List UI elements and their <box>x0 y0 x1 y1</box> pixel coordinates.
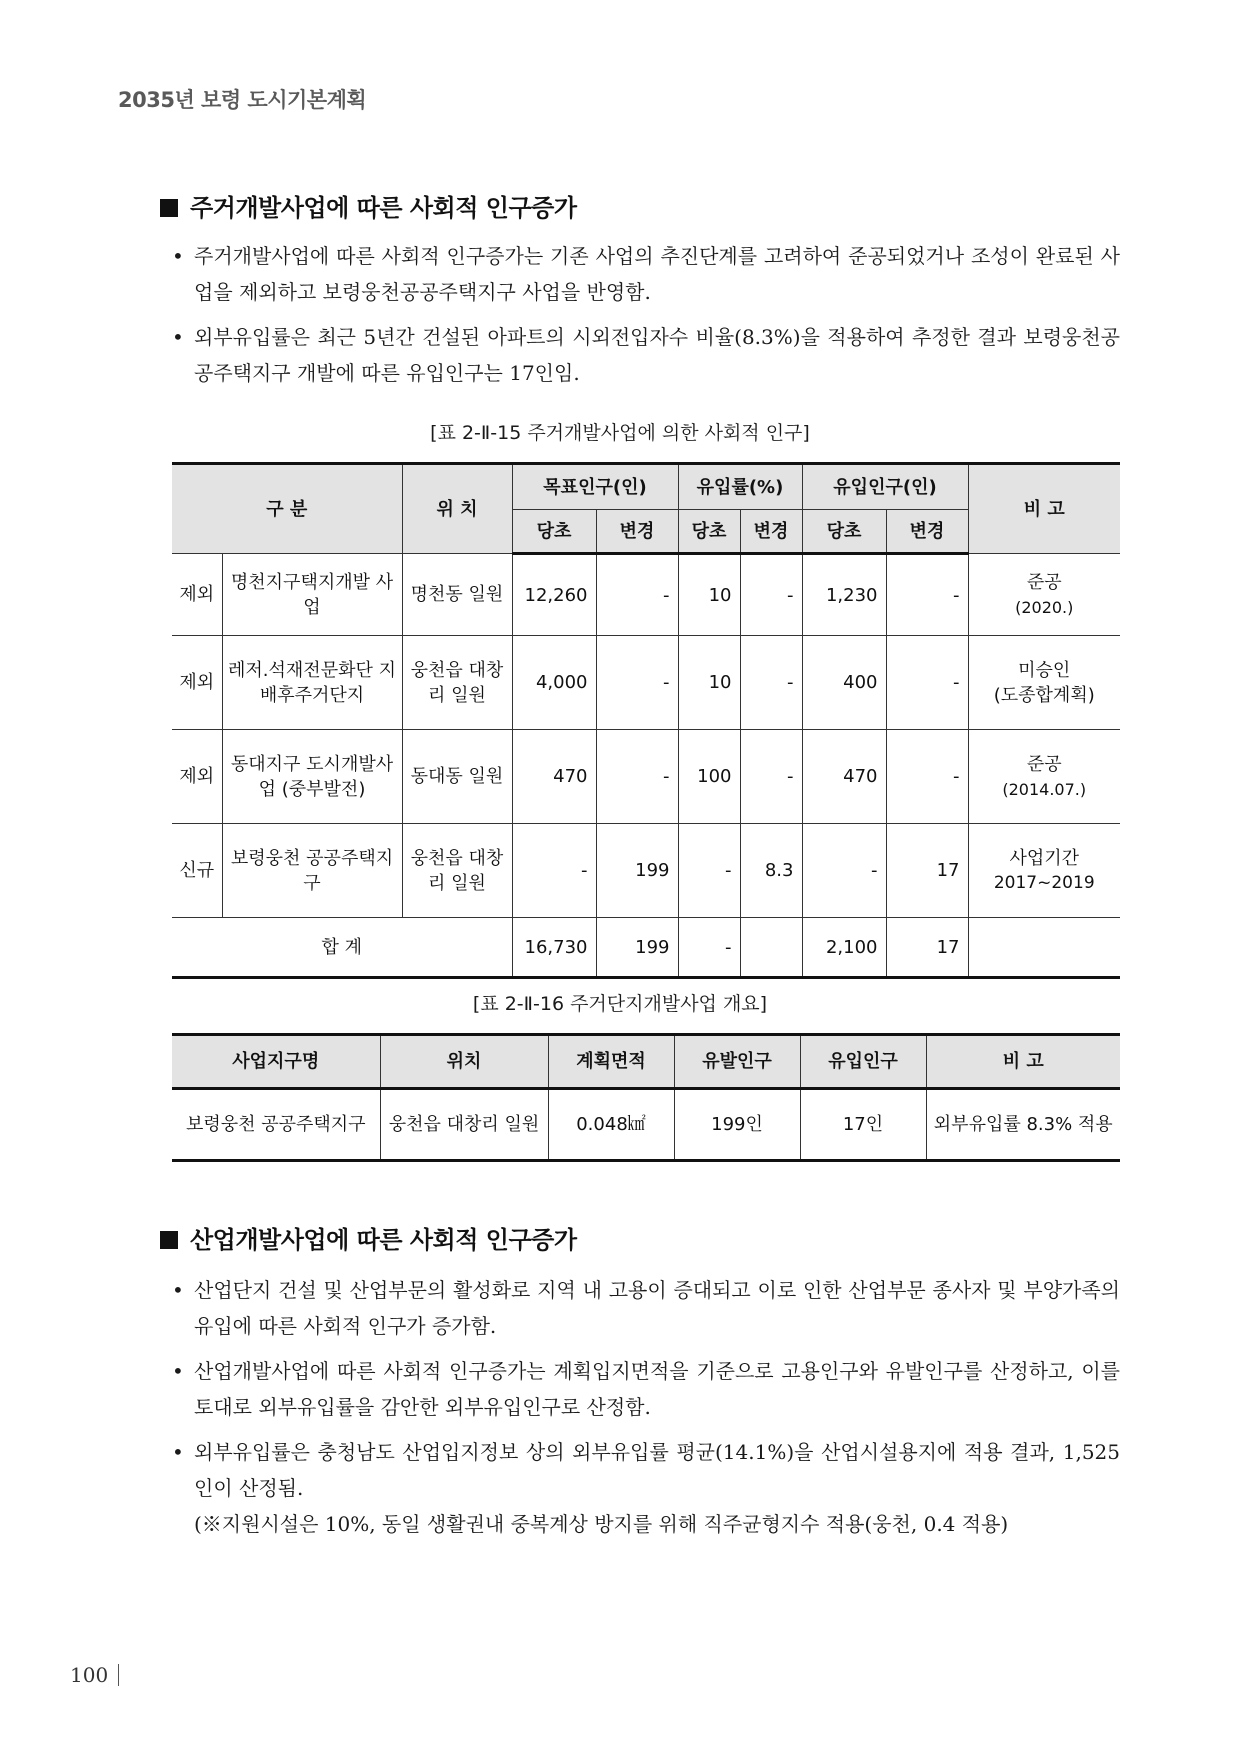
row-district-name: 보령웅천 공공주택지구 <box>172 1089 380 1161</box>
table-row <box>172 824 1120 918</box>
total-remarks <box>968 918 1120 978</box>
row-target-changed: 199 <box>596 824 678 918</box>
page-number-text: 100 <box>70 1663 109 1687</box>
row-rate-changed: - <box>740 554 802 636</box>
table2-caption: [표 2-Ⅱ-16 주거단지개발사업 개요] <box>472 993 768 1015</box>
total-rate-changed <box>740 918 802 978</box>
section-title-industry <box>160 1220 577 1255</box>
row-project-name: 보령웅천 공공주택지구 <box>222 824 402 918</box>
row-remarks <box>968 636 1120 730</box>
header-inflow-pop: 유입인구(인) <box>802 464 968 510</box>
remark-line: (2020.) <box>1015 597 1074 617</box>
remark-line: (도종합계획) <box>993 684 1095 706</box>
table-row <box>172 730 1120 824</box>
row-inflow-initial: 1,230 <box>802 554 886 636</box>
remark-line: 준공 <box>1026 571 1062 593</box>
row-target-initial: - <box>512 824 596 918</box>
header-changed: 변경 <box>886 510 968 554</box>
header-location: 위 치 <box>402 464 512 554</box>
row-rate-initial: - <box>678 824 740 918</box>
page-number <box>70 1663 119 1687</box>
row-project-name: 명천지구택지개발 사업 <box>222 554 402 636</box>
row-remarks <box>968 554 1120 636</box>
remark-line: 미승인 <box>1018 659 1071 681</box>
table-row <box>172 636 1120 730</box>
row-target-changed: - <box>596 730 678 824</box>
row-target-initial: 4,000 <box>512 636 596 730</box>
row-inflow-initial: 470 <box>802 730 886 824</box>
row-remarks <box>968 730 1120 824</box>
bullet-item: • 산업단지 건설 및 산업부문의 활성화로 지역 내 고용이 증대되고 이로 인한 산업부문 종사자 및 부양가족의 유입에 따른 사회적 인구가 증가함. <box>172 1272 1120 1344</box>
row-rate-changed: - <box>740 636 802 730</box>
housing-bullets <box>172 238 1120 400</box>
row-remarks <box>968 824 1120 918</box>
section-title-text: 산업개발사업에 따른 사회적 인구증가 <box>190 1226 577 1254</box>
header-planned-area: 계획면적 <box>548 1035 674 1089</box>
row-rate-initial: 10 <box>678 554 740 636</box>
row-inflow-changed: - <box>886 554 968 636</box>
header-initial: 당초 <box>802 510 886 554</box>
section-title-text: 주거개발사업에 따른 사회적 인구증가 <box>190 194 577 222</box>
row-inflow-initial: - <box>802 824 886 918</box>
table-row <box>172 1089 1120 1161</box>
header-remarks: 비 고 <box>968 464 1120 554</box>
total-inflow-initial: 2,100 <box>802 918 886 978</box>
remark-line: (2014.07.) <box>1002 779 1087 799</box>
header-target-pop: 목표인구(인) <box>512 464 678 510</box>
row-status: 신규 <box>172 824 222 918</box>
total-rate-initial: - <box>678 918 740 978</box>
table1-caption: [표 2-Ⅱ-15 주거개발사업에 의한 사회적 인구] <box>430 422 810 444</box>
header-inflow-rate: 유입률(%) <box>678 464 802 510</box>
row-induced-pop: 199인 <box>674 1089 800 1161</box>
row-target-initial: 470 <box>512 730 596 824</box>
header-remarks: 비 고 <box>926 1035 1120 1089</box>
total-inflow-changed: 17 <box>886 918 968 978</box>
header-location: 위치 <box>380 1035 548 1089</box>
divider <box>118 1664 119 1686</box>
bullet-item: • 주거개발사업에 따른 사회적 인구증가는 기존 사업의 추진단계를 고려하여 준공되었거나 조성이 완료된 사업을 제외하고 보령웅천공공주택지구 사업을 반영함. <box>172 238 1120 310</box>
header-initial: 당초 <box>512 510 596 554</box>
row-status: 제외 <box>172 554 222 636</box>
row-location: 웅천읍 대창리 일원 <box>402 824 512 918</box>
header-initial: 당초 <box>678 510 740 554</box>
document-header: 2035년 보령 도시기본계획 <box>118 88 367 112</box>
bullet-note: (※지원시설은 10%, 동일 생활권내 중복계상 방지를 위해 직주균형지수 적용(웅천, 0.4 적용) <box>194 1512 1009 1536</box>
industry-bullets <box>172 1272 1120 1542</box>
remark-line: 2017~2019 <box>993 872 1095 893</box>
header-changed: 변경 <box>740 510 802 554</box>
square-bullet-icon <box>160 1231 178 1249</box>
row-project-name: 동대지구 도시개발사업 (중부발전) <box>222 730 402 824</box>
total-target-changed: 199 <box>596 918 678 978</box>
row-rate-changed: 8.3 <box>740 824 802 918</box>
square-bullet-icon <box>160 199 178 217</box>
remark-line: 준공 <box>1026 753 1062 775</box>
housing-population-table <box>172 462 1120 979</box>
total-label: 합 계 <box>172 918 512 978</box>
row-target-changed: - <box>596 554 678 636</box>
row-rate-initial: 10 <box>678 636 740 730</box>
housing-project-overview-table <box>172 1033 1120 1162</box>
row-target-changed: - <box>596 636 678 730</box>
header-district-name: 사업지구명 <box>172 1035 380 1089</box>
row-inflow-changed: - <box>886 730 968 824</box>
row-status: 제외 <box>172 730 222 824</box>
header-changed: 변경 <box>596 510 678 554</box>
bullet-item: • 외부유입률은 충청남도 산업입지정보 상의 외부유입률 평균(14.1%)을 산업시설용지에 적용 결과, 1,525인이 산정됨. <box>172 1434 1120 1506</box>
total-target-initial: 16,730 <box>512 918 596 978</box>
header-induced-pop: 유발인구 <box>674 1035 800 1089</box>
section-title-housing <box>160 188 577 223</box>
row-inflow-changed: - <box>886 636 968 730</box>
row-status: 제외 <box>172 636 222 730</box>
table-total-row <box>172 918 1120 978</box>
row-target-initial: 12,260 <box>512 554 596 636</box>
row-rate-initial: 100 <box>678 730 740 824</box>
header-inflow-pop: 유입인구 <box>800 1035 926 1089</box>
row-location: 웅천읍 대창리 일원 <box>380 1089 548 1161</box>
row-inflow-initial: 400 <box>802 636 886 730</box>
row-location: 동대동 일원 <box>402 730 512 824</box>
bullet-item: • 산업개발사업에 따른 사회적 인구증가는 계획입지면적을 기준으로 고용인구와 유발인구를 산정하고, 이를 토대로 외부유입률을 감안한 외부유입인구로 산정함. <box>172 1353 1120 1425</box>
row-location: 웅천읍 대창리 일원 <box>402 636 512 730</box>
row-location: 명천동 일원 <box>402 554 512 636</box>
remark-line: 사업기간 <box>1009 847 1080 869</box>
row-inflow-changed: 17 <box>886 824 968 918</box>
row-remarks: 외부유입률 8.3% 적용 <box>926 1089 1120 1161</box>
row-rate-changed: - <box>740 730 802 824</box>
row-project-name: 레저.석재전문화단 지 배후주거단지 <box>222 636 402 730</box>
bullet-item: • 외부유입률은 최근 5년간 건설된 아파트의 시외전입자수 비율(8.3%)을 적용하여 추정한 결과 보령웅천공공주택지구 개발에 따른 유입인구는 17인임. <box>172 319 1120 391</box>
table-row <box>172 554 1120 636</box>
row-inflow-pop: 17인 <box>800 1089 926 1161</box>
header-category: 구 분 <box>172 464 402 554</box>
row-planned-area: 0.048㎢ <box>548 1089 674 1161</box>
